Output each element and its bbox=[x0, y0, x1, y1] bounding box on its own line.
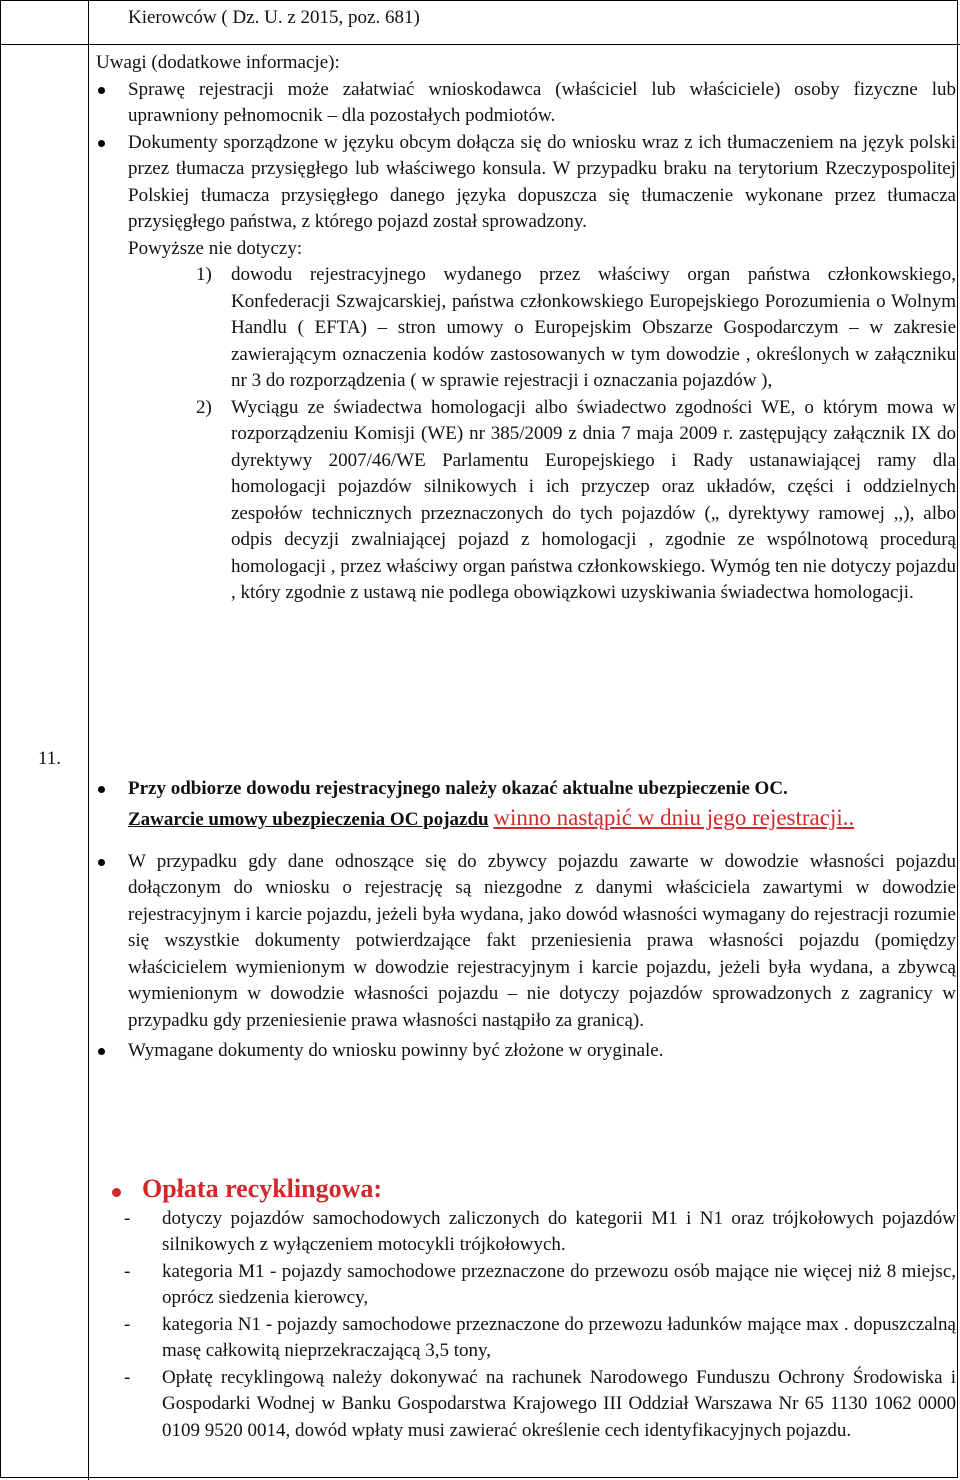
row-number: 11. bbox=[38, 748, 62, 769]
exempt-item-1-text: dowodu rejestracyjnego wydanego przez właściwy organ państwa członkowskiego, Konfederacji Szwajcarskiej, państwa członkowskiego Europejskiego Porozumienia o Wolnym Handlu ( EFTA) – stron umowy o Europejskim Obszarze Gospodarczym – w zakresie zawierającym oznaczenia kodów zastosowanych w tym dowodzie , określonych w załączniku nr 3 do rozporządzenia ( w sprawie rejestracji i oznaczania pojazdów ), bbox=[231, 264, 956, 391]
recycling-item-text: Opłatę recyklingową należy dokonywać na rachunek Narodowego Funduszu Ochrony Środowiska i Gospodarki Wodnej w Banku Gospodarstwa Krajowego III Oddział Warszawa Nr 65 1130 1062 0000 0109 9520 0014, dowód wpłaty musi zawierać określenie cech identyfikacyjnych pojazdu. bbox=[162, 1366, 956, 1441]
exempt-intro: Powyższe nie dotyczy: bbox=[128, 237, 303, 259]
oc-insurance-line bbox=[128, 803, 956, 835]
uwagi-bullet-2: Dokumenty sporządzone w języku obcym dołącza się do wniosku wraz z ich tłumaczeniem na język polski przez tłumacza przysięgłego lub właściwego konsula. W przypadku braku na terytorium Rzeczypospolitej Polskiej tłumacza przysięgłego danego języka dopuszcza się tłumaczenie wykonane przez tłumacza przysięgłego państwa, z którego pojazd został sprowadzony. bbox=[96, 130, 956, 236]
recycling-item-text: kategoria N1 - pojazdy samochodowe przeznaczone do przewozu ładunków mające max . dopuszczalną masę całkowitą nieprzekraczającą 3,5 tony, bbox=[162, 1313, 956, 1361]
oc-red-text: winno nastąpić w dniu jego rejestracji.. bbox=[493, 804, 855, 830]
recycling-item-text: dotyczy pojazdów samochodowych zaliczonych do kategorii M1 i N1 oraz trójkołowych pojazdów silnikowych z wyłączeniem motocykli trójkołowych. bbox=[162, 1207, 956, 1255]
uwagi-heading: Uwagi (dodatkowe informacje): bbox=[96, 52, 340, 73]
recycling-item-text: kategoria M1 - pojazdy samochodowe przeznaczone do przewozu osób mające nie więcej niż 8 miejsc, oprócz siedzenia kierowcy, bbox=[162, 1260, 956, 1308]
dash-marker: - bbox=[124, 1260, 131, 1282]
exempt-item-1 bbox=[96, 262, 956, 395]
exempt-item-2 bbox=[96, 395, 956, 607]
recycling-item bbox=[96, 1312, 956, 1365]
recycling-item bbox=[96, 1365, 956, 1445]
column-divider bbox=[88, 0, 89, 1480]
recycling-item bbox=[96, 1259, 956, 1312]
uwagi-bullet-1: Sprawę rejestracji może załatwiać wnioskodawca (właściciel lub właściciele) osoby fizyczne lub uprawniony pełnomocnik – dla pozostałych podmiotów. bbox=[96, 77, 956, 130]
recycling-title-row bbox=[96, 1176, 956, 1206]
row-divider bbox=[0, 44, 960, 45]
oc-section bbox=[96, 776, 956, 1065]
dash-marker: - bbox=[124, 1366, 131, 1388]
exempt-item-2-text: Wyciągu ze świadectwa homologacji albo świadectwo zgodności WE, o którym mowa w rozporządzeniu Komisji (WE) nr 385/2009 z dnia 7 maja 2009 r. zastępujący załącznik IX do dyrektywy 2007/46/WE Parlamentu Europejskiego i Rady ustanawiającej ramy dla homologacji pojazdów silnikowych i ich przyczep oraz układów, części i oddzielnych zespołów technicznych przeznaczonych do tych pojazdów („ dyrektywy ramowej ,,), albo odpis decyzji zwalniającej pojazd z homologacji , zgodnie ze wspólnotową procedurą homologacji , przez właściwy organ państwa członkowskiego. Wymóg ten nie dotyczy pojazdu , który zgodnie z ustawą nie podlega obowiązkowi uzyskiwania świadectwa homologacji. bbox=[231, 396, 956, 603]
oc-underlined-text: Zawarcie umowy ubezpieczenia OC pojazdu bbox=[128, 808, 489, 830]
exempt-item-2-number: 2) bbox=[196, 396, 212, 418]
dash-marker: - bbox=[124, 1207, 131, 1229]
recycling-section bbox=[96, 1176, 956, 1444]
exempt-item-1-number: 1) bbox=[196, 264, 212, 285]
oc-bold-line: Przy odbiorze dowodu rejestracyjnego należy okazać aktualne ubezpieczenie OC. bbox=[128, 778, 788, 799]
dash-marker: - bbox=[124, 1313, 131, 1335]
oc-bullet-2: W przypadku gdy dane odnoszące się do zbywcy pojazdu zawarte w dowodzie własności pojazdu dołączonym do wniosku o rejestrację są niezgodne z danymi właściciela zawartymi w dowodzie rejestracyjnym i karcie pojazdu, jeżeli była wydana, jako dowód własności wymagany do rejestracji rozumie się wszystkie dokumenty potwierdzające fakt przeniesienia prawa własności pojazdu (pomiędzy właścicielem wymienionym w dowodzie rejestracyjnym i karcie pojazdu, jeżeli była wydana, a zbywcą wymienionym w dowodzie własności pojazdu – nie dotyczy pojazdów sprowadzonych z zagranicy w przypadku gdy przeniesienie prawa własności nastąpiło za granicą). bbox=[96, 849, 956, 1035]
recycling-item bbox=[96, 1206, 956, 1259]
header-reference: Kierowców ( Dz. U. z 2015, poz. 681) bbox=[128, 7, 420, 28]
recycling-title: Opłata recyklingowa: bbox=[142, 1174, 383, 1203]
oc-bullet-1 bbox=[96, 776, 956, 835]
uwagi-section bbox=[96, 50, 956, 607]
oc-bullet-3: Wymagane dokumenty do wniosku powinny być złożone w oryginale. bbox=[96, 1038, 956, 1065]
